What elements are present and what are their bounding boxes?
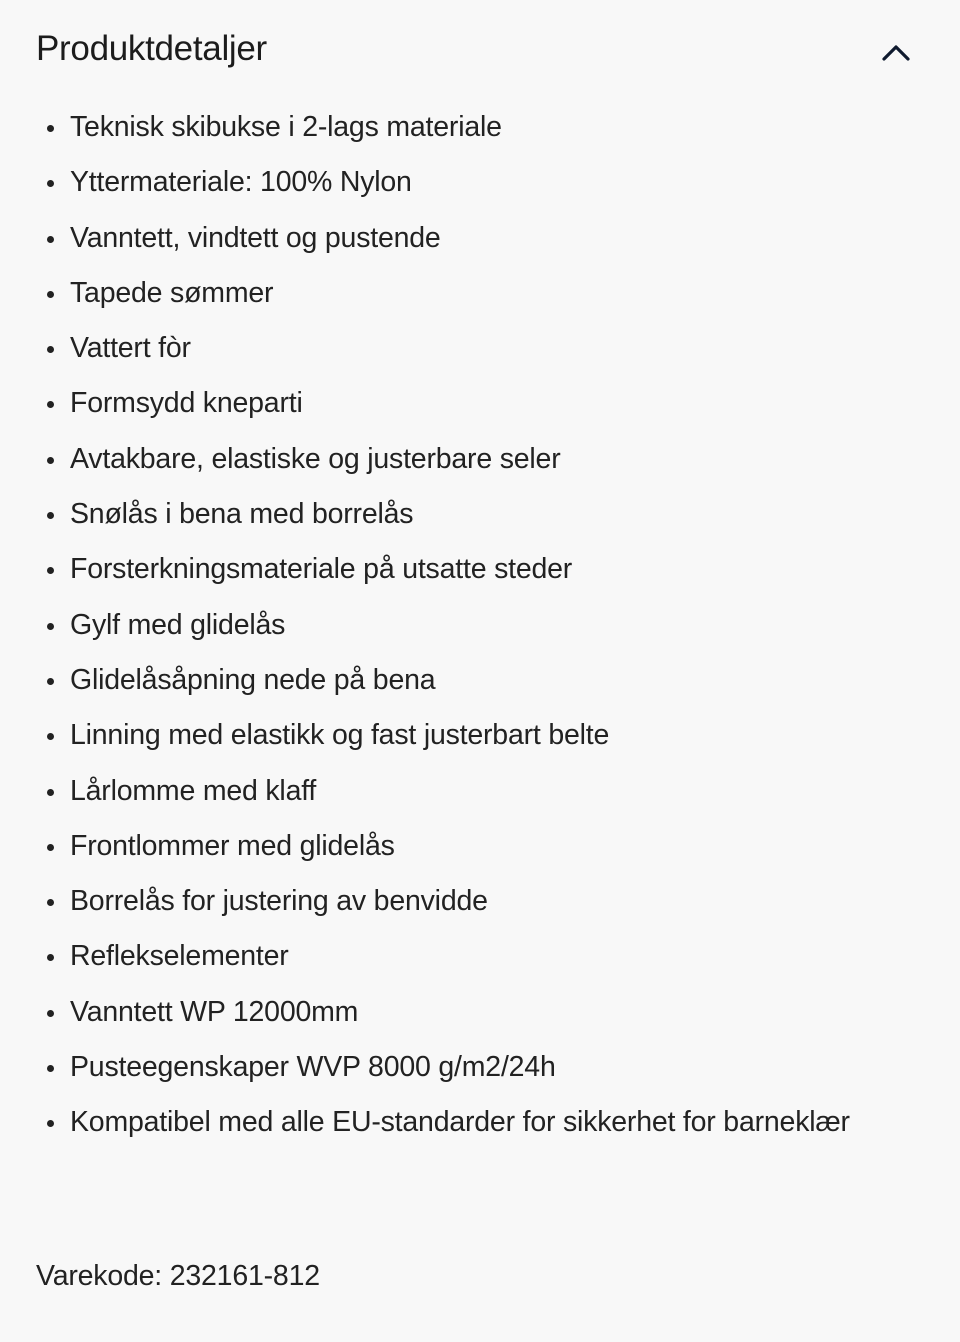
product-details-list [36,112,870,1163]
detail-item: Kompatibel med alle EU-standarder for sikkerhet for barneklær [70,1107,870,1138]
detail-item: Yttermateriale: 100% Nylon [70,167,870,198]
detail-item: Borrelås for justering av benvidde [70,886,870,917]
detail-item: Frontlommer med glidelås [70,831,870,862]
detail-item: Vattert fòr [70,333,870,364]
detail-item: Forsterkningsmateriale på utsatte steder [70,554,870,585]
detail-item: Gylf med glidelås [70,610,870,641]
detail-item: Formsydd kneparti [70,388,870,419]
detail-item: Tapede sømmer [70,278,870,309]
section-title: Produktdetaljer [36,29,267,68]
detail-item: Avtakbare, elastiske og justerbare seler [70,444,870,475]
product-details-toggle[interactable] [36,24,916,74]
detail-item: Snølås i bena med borrelås [70,499,870,530]
detail-item: Vanntett, vindtett og pustende [70,223,870,254]
detail-item: Vanntett WP 12000mm [70,997,870,1028]
detail-item: Pusteegenskaper WVP 8000 g/m2/24h [70,1052,870,1083]
chevron-up-icon[interactable] [876,32,916,72]
detail-item: Linning med elastikk og fast justerbart belte [70,720,870,751]
detail-item: Lårlomme med klaff [70,776,870,807]
product-code: Varekode: 232161-812 [36,1260,320,1292]
detail-item: Reflekselementer [70,941,870,972]
detail-item: Glidelåsåpning nede på bena [70,665,870,696]
detail-item: Teknisk skibukse i 2-lags materiale [70,112,870,143]
